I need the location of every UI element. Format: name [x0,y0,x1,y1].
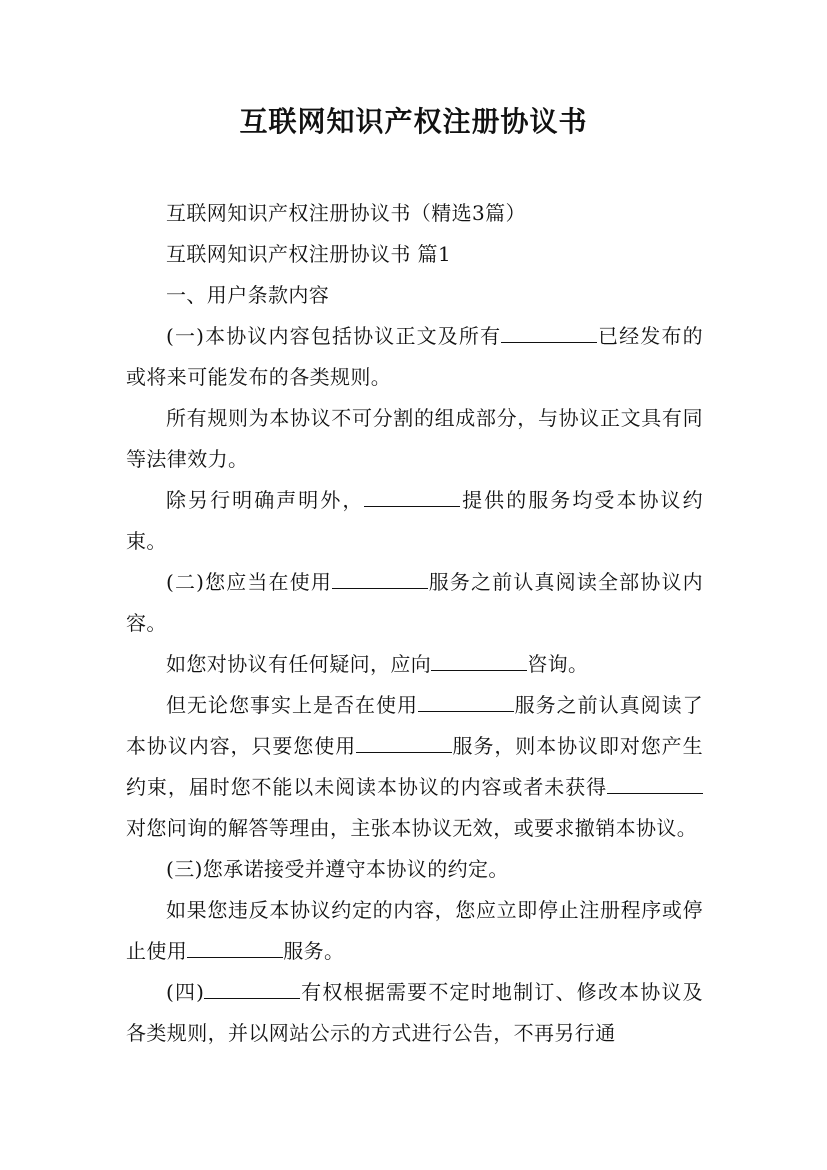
paragraph-text: 服务之前认真阅读全部协议内容。 [126,570,703,635]
paragraph [126,685,703,849]
paragraph-text: (一)本协议内容包括协议正文及所有 [166,324,502,348]
document-body [126,193,703,1054]
paragraph [126,234,703,275]
paragraph [126,316,703,398]
fill-in-blank [204,980,300,999]
paragraph-text: (三)您承诺接受并遵守本协议的约定。 [166,857,509,881]
fill-in-blank [418,693,514,712]
paragraph [126,849,703,890]
paragraph-text: (四) [166,980,205,1004]
paragraph-text: 如您对协议有任何疑问，应向 [166,652,432,676]
paragraph-text: 服务，则本协议即对您产生约束，届时您不能以未阅读本协议的内容或者未获得 [126,734,703,799]
paragraph [126,193,703,234]
paragraph-text: 除另行明确声明外， [166,488,365,512]
paragraph [126,890,703,972]
paragraph [126,480,703,562]
fill-in-blank [332,570,428,589]
paragraph [126,562,703,644]
paragraph-text: 提供的服务均受本协议约束。 [126,488,703,553]
paragraph [126,275,703,316]
paragraph-text: 一、用户条款内容 [166,283,330,307]
paragraph [126,644,703,685]
paragraph-text: 所有规则为本协议不可分割的组成部分，与协议正文具有同等法律效力。 [126,406,703,471]
paragraph-text: 服务之前认真阅读了本协议内容，只要您使用 [126,693,703,758]
fill-in-blank [607,775,703,794]
fill-in-blank [364,488,460,507]
document-title: 互联网知识产权注册协议书 [239,105,588,138]
paragraph-text: 互联网知识产权注册协议书（精选3篇） [166,201,526,225]
fill-in-blank [431,652,527,671]
paragraph-text: 但无论您事实上是否在使用 [166,693,418,717]
paragraph-text: 已经发布的或将来可能发布的各类规则。 [126,324,704,389]
paragraph [126,972,703,1054]
paragraph-text: 有权根据需要不定时地制订、修改本协议及各类规则，并以网站公示的方式进行公告，不再另行通 [126,980,703,1045]
paragraph-text: 如果您违反本协议约定的内容，您应立即停止注册程序或停止使用 [126,898,703,963]
fill-in-blank [356,734,452,753]
paragraph-text: 互联网知识产权注册协议书 篇1 [166,242,452,266]
paragraph [126,398,703,480]
paragraph-text: 对您问询的解答等理由，主张本协议无效，或要求撤销本协议。 [126,816,698,840]
fill-in-blank [501,324,597,343]
fill-in-blank [187,939,283,958]
paragraph-text: 咨询。 [527,652,589,676]
paragraph-text: 服务。 [283,939,345,963]
paragraph-text: (二)您应当在使用 [166,570,332,594]
